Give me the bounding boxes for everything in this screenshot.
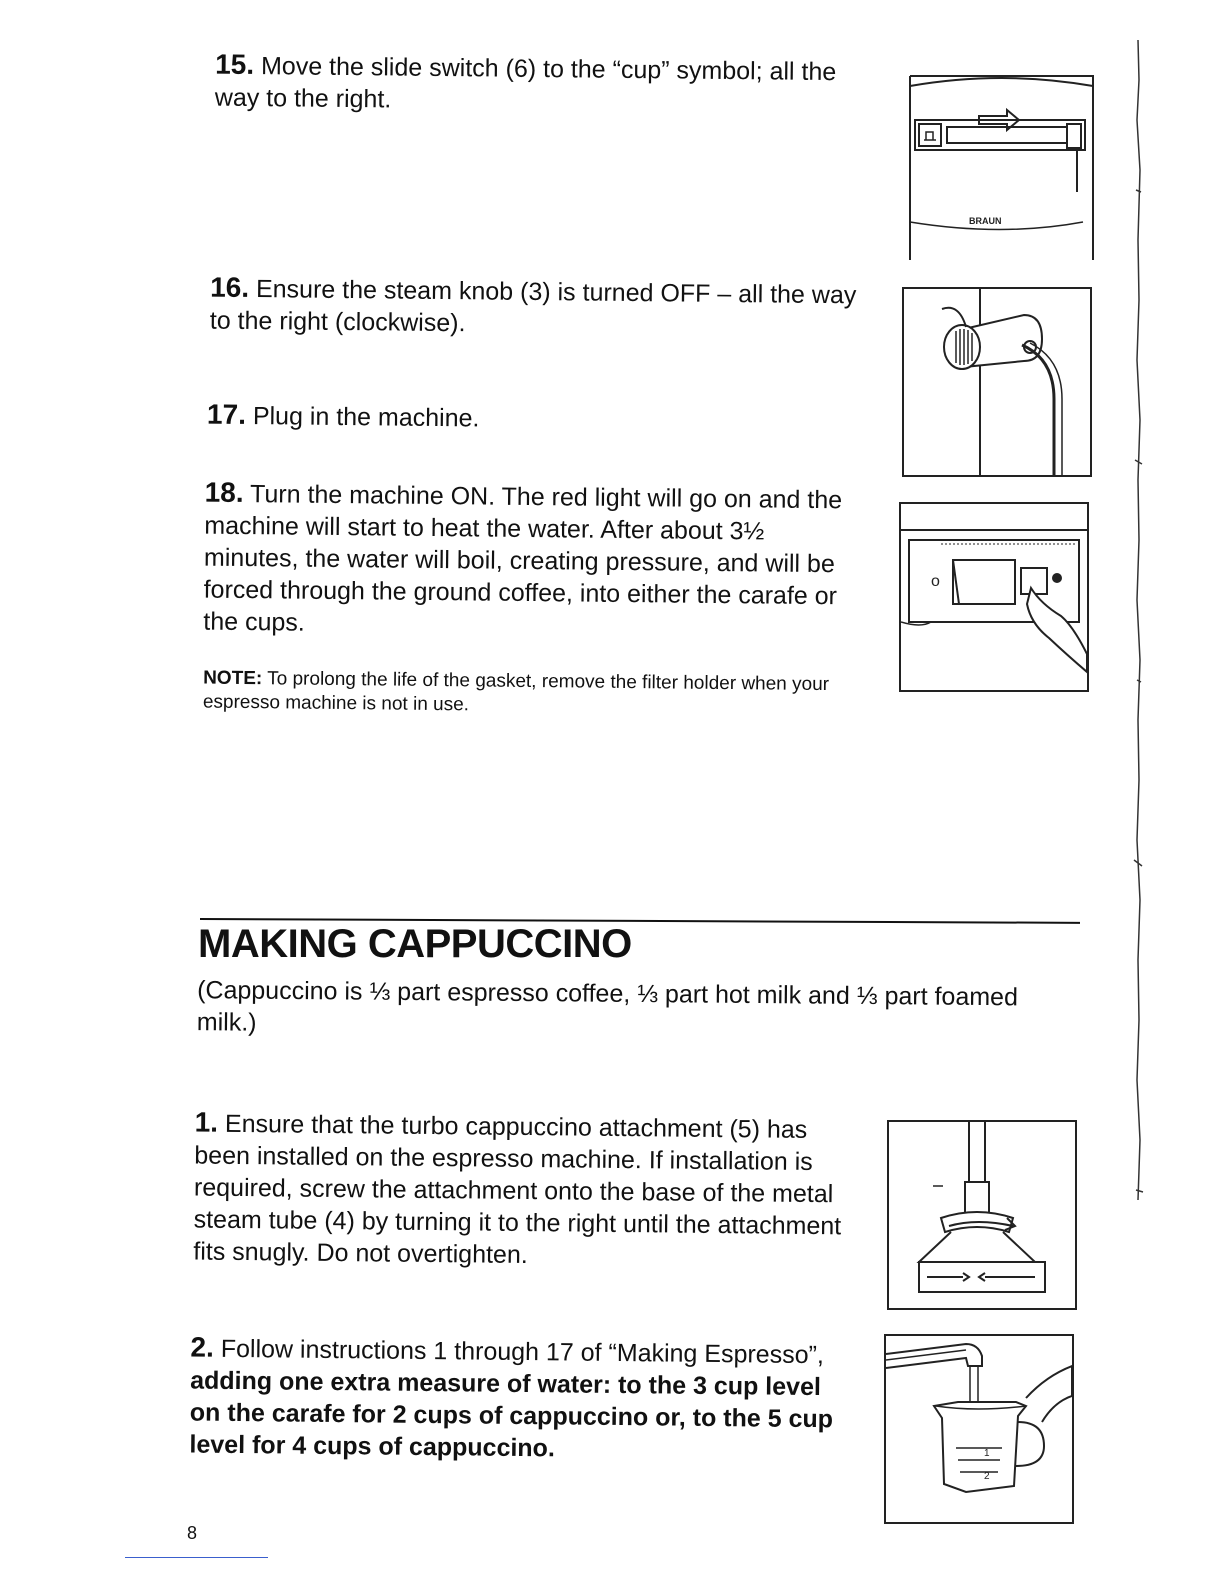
power-switch-drawing [901,504,1087,690]
carafe-mark-1: 1 [984,1448,990,1459]
note [203,667,863,722]
step-number: 17. [206,398,247,431]
step-number: 1. [194,1106,219,1138]
section-subtitle: (Cappuccino is ⅓ part espresso coffee, ⅓ part hot milk and ⅓ part foamed milk.) [196,976,1019,1037]
step-text: Ensure the steam knob (3) is turned OFF – all the way to the right (clockwise). [209,275,857,338]
slide-switch-drawing [907,72,1097,262]
step-text-bold: adding one extra measure of water: to the 3 cup level on the carafe for 2 cups of cappuccino or, to the 5 cup level for 4 cups of cappuccino. [189,1366,834,1463]
step-18 [203,477,855,645]
step-number: 16. [210,271,250,303]
step-number: 2. [190,1331,215,1363]
figure-steam-knob [902,287,1092,477]
note-text: To prolong the life of the gasket, remove the filter holder when your espresso machine is not in use. [202,668,830,716]
step-text: Move the slide switch (6) to the “cup” symbol; all the way to the right. [214,52,837,114]
scan-edge-noise [1128,40,1148,1540]
step-15 [215,49,866,121]
bottom-edge-line [125,1557,268,1558]
step-text: Plug in the machine. [252,402,480,433]
note-label: NOTE: [203,667,263,690]
step-1 [193,1107,860,1275]
step-2 [189,1332,855,1468]
braun-logo: BRAUN [969,216,1002,226]
svg-text:o: o [931,573,940,590]
filling-carafe-drawing [886,1336,1072,1522]
steam-knob-drawing [904,289,1090,475]
step-text: Turn the machine ON. The red light will go on and the machine will start to heat the water. After about 3½ minutes, the water will boil, creating pressure, and will be forced through the ground coffee, into either the carafe or the cups. [203,480,843,637]
step-17 [207,399,857,439]
figure-slide-switch [907,72,1093,258]
figure-power-switch [899,502,1089,692]
step-text: Follow instructions 1 through 17 of “Making Espresso”, [220,1334,825,1370]
carafe-mark-2: 2 [984,1471,990,1482]
step-16 [210,272,866,344]
section-title: MAKING CAPPUCCINO [198,922,632,966]
turbo-attachment-drawing [889,1122,1075,1308]
figure-turbo-attachment [887,1120,1077,1310]
figure-filling-carafe [884,1334,1074,1524]
step-text: Ensure that the turbo cappuccino attachment (5) has been installed on the espresso machine. If installation is required, screw the attachment onto the base of the metal steam tube (4) by turning it to the right until the attachment fits snugly. Do not overtighten. [193,1109,842,1270]
step-number: 15. [215,48,255,81]
step-number: 18. [204,476,244,509]
page-number: 8 [187,1523,198,1543]
